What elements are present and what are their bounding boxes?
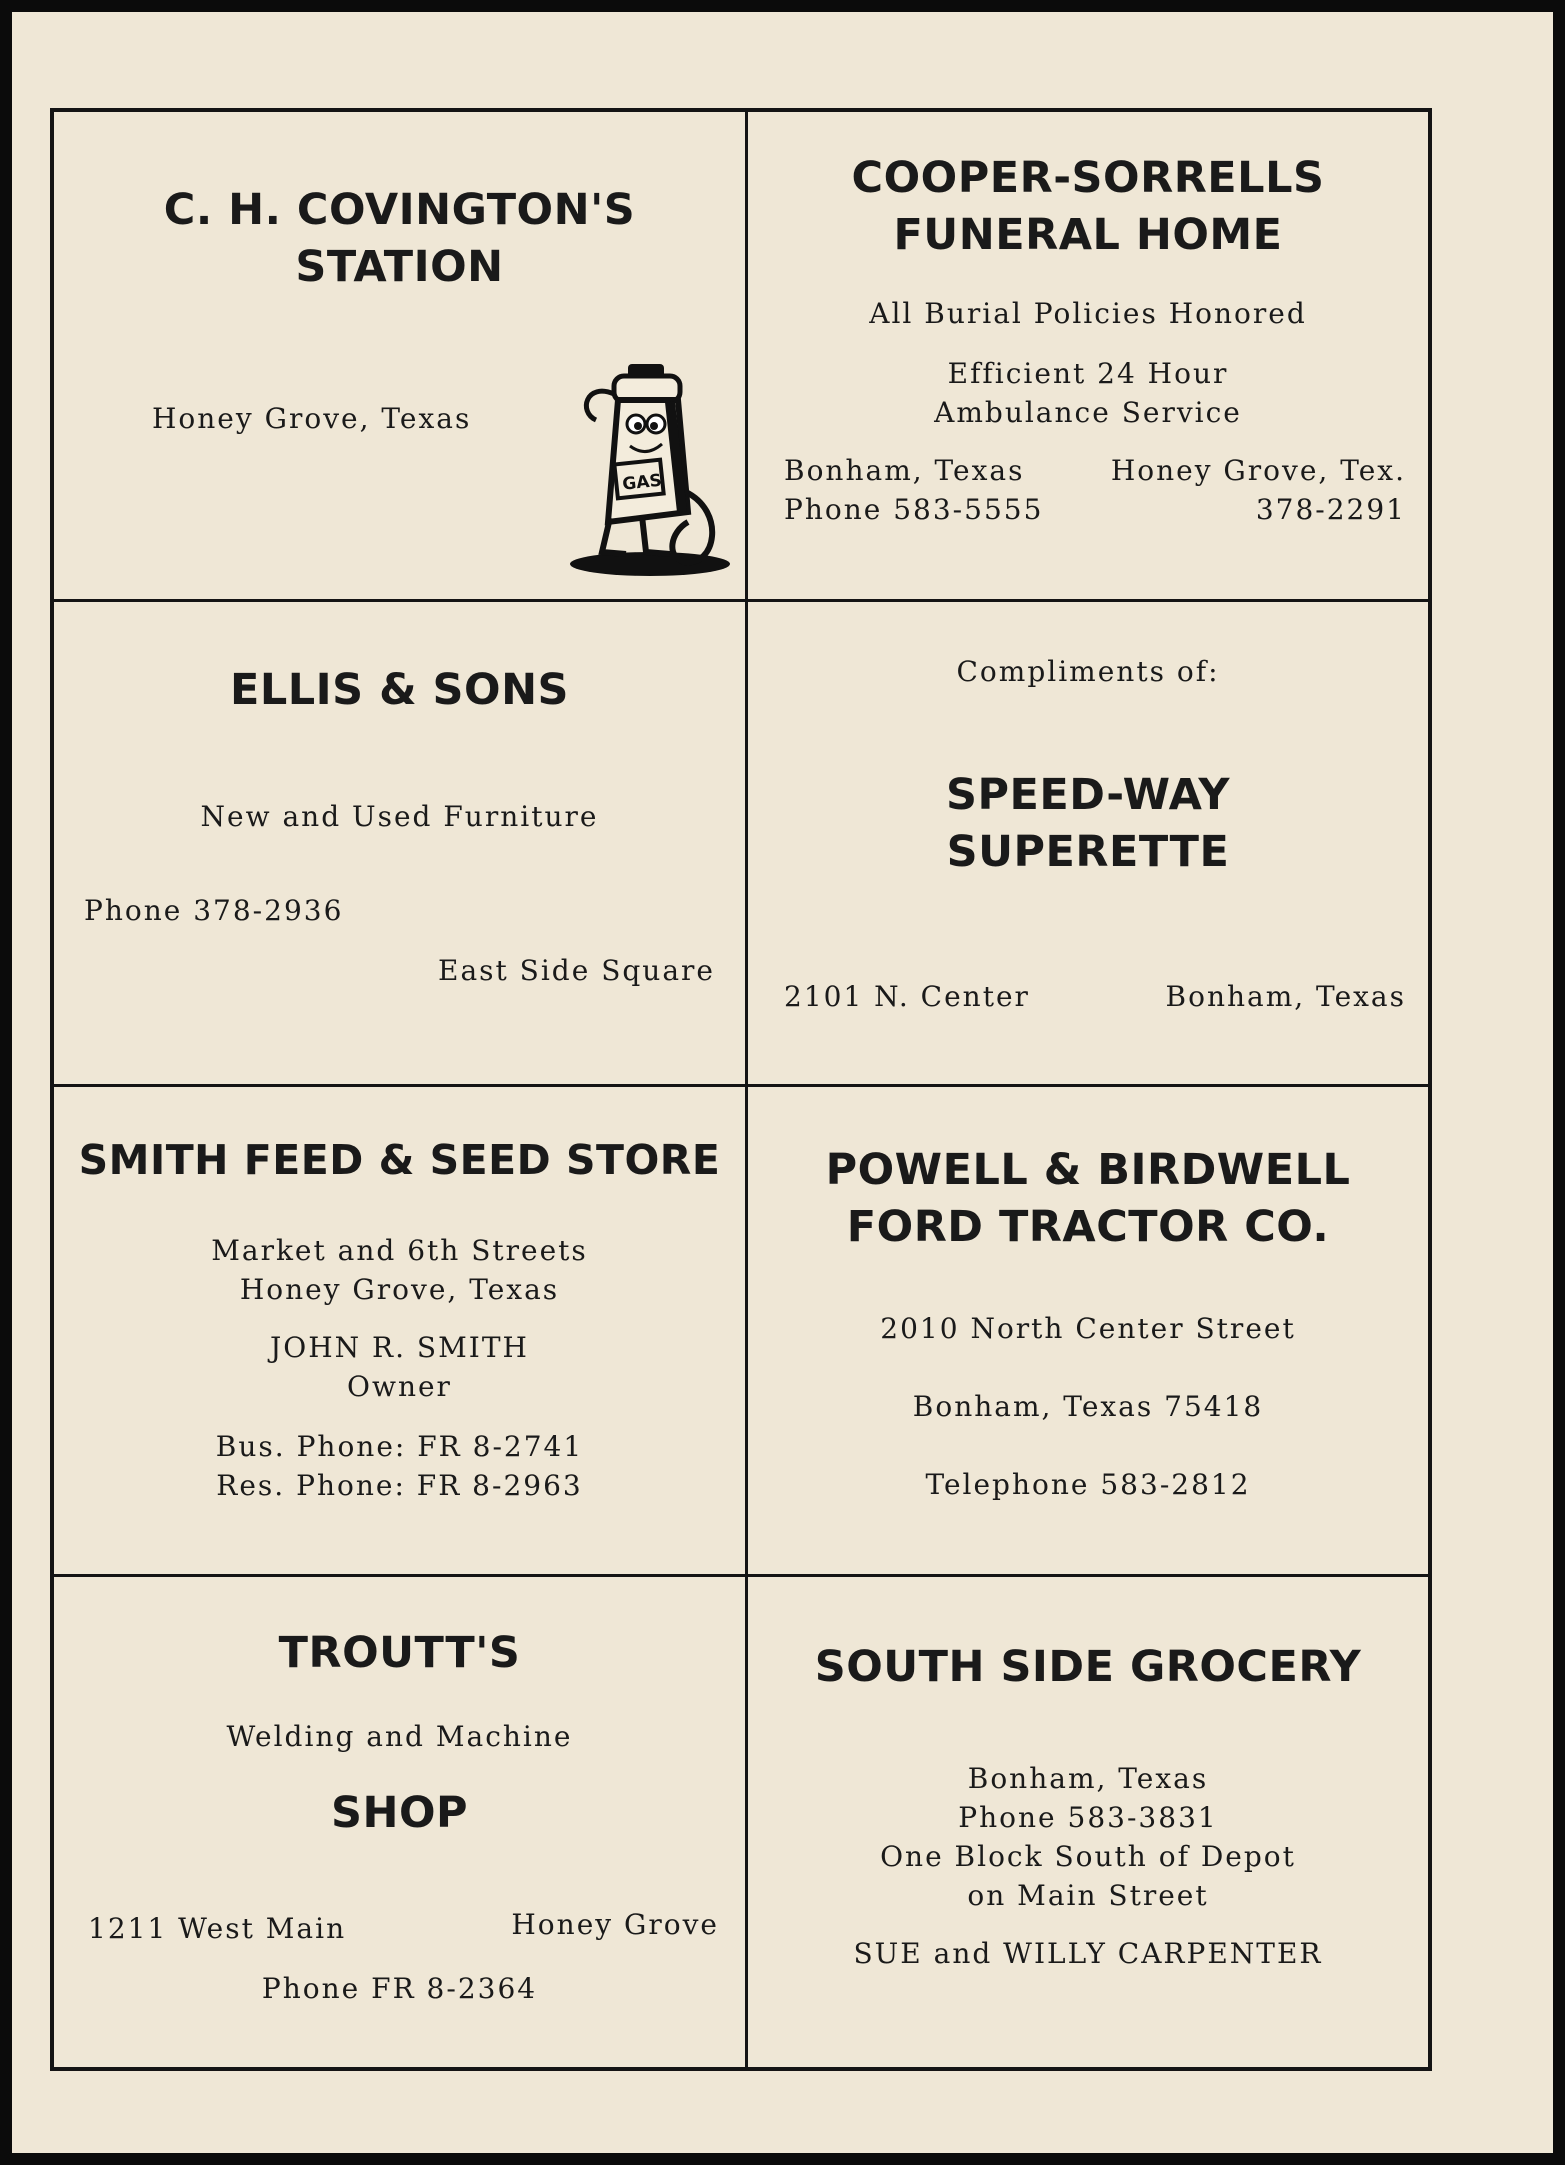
ad-covington-station — [54, 112, 748, 602]
ad-title: SOUTH SIDE GROCERY — [814, 1642, 1362, 1692]
ad-city: Bonham, Texas 75418 — [912, 1390, 1264, 1423]
ad-location: Honey Grove, Texas — [152, 402, 472, 435]
ad-title-line-1: POWELL & BIRDWELL — [825, 1145, 1351, 1195]
ad-phone: Phone FR 8-2364 — [261, 1972, 538, 2005]
ad-smith-feed-seed — [54, 1087, 748, 1577]
ad-title-line-2: STATION — [295, 242, 504, 292]
ad-title-line-2: FUNERAL HOME — [893, 210, 1283, 260]
ad-left-city: Bonham, Texas — [784, 454, 1025, 487]
ad-intro: Compliments of: — [956, 655, 1220, 688]
ad-description: New and Used Furniture — [200, 800, 599, 833]
ad-service-line-1: Efficient 24 Hour — [947, 357, 1229, 390]
ad-title-line-1: C. H. COVINGTON'S — [163, 185, 636, 235]
yearbook-page — [12, 12, 1553, 2153]
ad-address: 2010 North Center Street — [880, 1312, 1296, 1345]
ad-city: Honey Grove — [511, 1908, 719, 1941]
ad-title: ELLIS & SONS — [229, 665, 570, 715]
ad-speed-way — [748, 602, 1428, 1087]
ad-residence-phone: Res. Phone: FR 8-2963 — [216, 1469, 583, 1502]
ad-title: TROUTT'S — [278, 1628, 521, 1678]
ad-info-line-2: Phone 583-3831 — [958, 1801, 1218, 1834]
ad-address: 1211 West Main — [88, 1912, 347, 1945]
ad-title-line-2: SHOP — [330, 1788, 469, 1838]
ad-grid — [50, 108, 1432, 2071]
ad-city: Bonham, Texas — [1165, 980, 1406, 1013]
ad-address-line-2: Honey Grove, Texas — [239, 1273, 560, 1306]
ad-title-line-2: FORD TRACTOR CO. — [846, 1202, 1330, 1252]
ad-address: 2101 N. Center — [784, 980, 1030, 1013]
ad-powell-birdwell — [748, 1087, 1428, 1577]
gas-label: GAS — [621, 470, 663, 495]
ad-title-line-2: SUPERETTE — [946, 827, 1230, 877]
ad-right-phone: 378-2291 — [1255, 493, 1406, 526]
ad-info-line-1: Bonham, Texas — [967, 1762, 1209, 1795]
ad-tagline: All Burial Policies Honored — [869, 297, 1307, 330]
ad-cooper-sorrells — [748, 112, 1428, 602]
ad-address: East Side Square — [438, 954, 715, 987]
ad-right-city: Honey Grove, Tex. — [1110, 454, 1406, 487]
ad-troutts — [54, 1577, 748, 2067]
ad-left-phone: Phone 583-5555 — [784, 493, 1044, 526]
ad-phone: Phone 378-2936 — [84, 894, 344, 927]
ad-service-line-2: Ambulance Service — [934, 396, 1242, 429]
ad-info-line-3: One Block South of Depot — [880, 1840, 1296, 1873]
ad-title-line-1: COOPER-SORRELLS — [851, 153, 1325, 203]
ad-title: SMITH FEED & SEED STORE — [78, 1136, 721, 1184]
ad-title-line-1: SPEED-WAY — [946, 770, 1230, 820]
ad-south-side-grocery — [748, 1577, 1428, 2067]
ad-business-phone: Bus. Phone: FR 8-2741 — [215, 1430, 584, 1463]
ad-address-line-1: Market and 6th Streets — [211, 1234, 588, 1267]
ad-info-line-4: on Main Street — [967, 1879, 1209, 1912]
ad-phone: Telephone 583-2812 — [925, 1468, 1251, 1501]
ad-owners: SUE and WILLY CARPENTER — [853, 1937, 1323, 1970]
ad-owner-role: Owner — [347, 1370, 452, 1403]
ad-description: Welding and Machine — [226, 1720, 573, 1753]
ad-ellis-sons — [54, 602, 748, 1087]
ad-owner-name: JOHN R. SMITH — [270, 1331, 529, 1364]
gas-pump-mascot-icon — [566, 342, 736, 582]
